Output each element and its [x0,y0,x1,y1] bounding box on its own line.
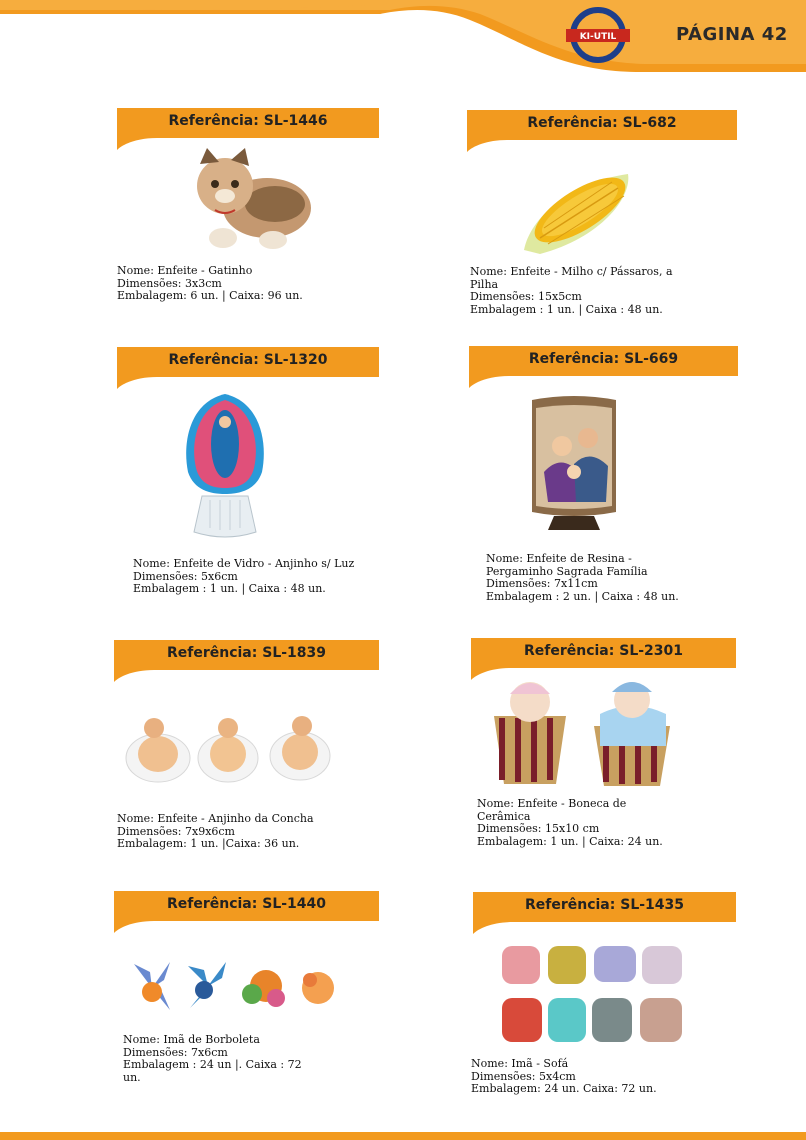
product-name: Nome: Enfeite - Gatinho [117,264,253,277]
product-packaging: Embalagem: 6 un. | Caixa: 96 un. [117,289,303,302]
company-logo [564,6,632,64]
product-name: Nome: Enfeite - Milho c/ Pássaros, a Pilha [470,265,673,291]
reference-label: Referência: SL-1446 [168,113,328,129]
reference-banner [473,892,736,934]
reference-label: Referência: SL-1435 [524,897,685,913]
ceramic-doll-image [488,674,678,788]
product-dimensions: Dimensões: 5x4cm [471,1069,576,1083]
reference-banner [117,108,379,150]
holy-family-scroll-image [530,394,618,538]
reference-label: Referência: SL-1440 [166,896,327,912]
reference-banner [467,110,737,152]
glass-angel-ornament-image [180,392,270,542]
product-name: Nome: Enfeite - Anjinho da Concha [117,812,314,825]
reference-label: Referência: SL-669 [528,351,679,367]
product-name: Nome: Enfeite de Resina - Pergaminho Sagrada Família [486,552,648,578]
product-packaging: Embalagem: 24 un. Caixa: 72 un. [471,1082,657,1095]
kitten-figurine-image [185,146,320,254]
product-name: Nome: Imã - Sofá [471,1057,569,1070]
product-packaging: Embalagem : 24 un |. Caixa : 72 un. [123,1058,302,1084]
product-dimensions: Dimensões: 3x3cm [117,276,222,290]
butterfly-magnets-image [130,958,338,1018]
shell-angel-figurines-image [124,708,334,788]
product-dimensions: Dimensões: 7x9x6cm [117,824,235,838]
product-name: Nome: Imã de Borboleta [123,1033,260,1046]
product-description [117,813,357,851]
product-packaging: Embalagem : 1 un. | Caixa : 48 un. [470,302,663,316]
sofa-magnets-image [498,940,688,1052]
product-dimensions: Dimensões: 7x11cm [486,577,598,590]
product-dimensions: Dimensões: 7x6cm [123,1045,228,1059]
reference-label: Referência: SL-1839 [166,645,327,661]
product-dimensions: Dimensões: 5x6cm [133,569,238,583]
product-packaging: Embalagem : 1 un. | Caixa : 48 un. [133,582,326,595]
reference-label: Referência: SL-2301 [523,643,684,659]
reference-banner [117,347,379,389]
logo-text: KI-UTIL [579,32,617,42]
corn-ornament-image [520,168,635,258]
page-number: PÁGINA 42 [676,24,788,45]
product-dimensions: Dimensões: 15x10 cm [477,822,600,835]
reference-banner [114,891,379,933]
product-description [471,1058,711,1096]
product-description [477,797,663,848]
footer-bar [0,1132,806,1140]
product-description [486,553,686,603]
product-name: Nome: Enfeite - Boneca de Cerâmica [477,797,627,823]
product-description [123,1034,308,1084]
product-packaging: Embalagem: 1 un. | Caixa: 24 un. [477,834,663,848]
reference-banner [114,640,379,682]
product-description [470,266,685,316]
reference-label: Referência: SL-1320 [168,352,328,368]
product-description [117,265,357,303]
product-packaging: Embalagem : 2 un. | Caixa : 48 un. [486,589,679,603]
reference-label: Referência: SL-682 [527,115,677,131]
reference-banner [469,346,738,388]
product-description [133,558,373,596]
product-packaging: Embalagem: 1 un. |Caixa: 36 un. [117,837,300,850]
product-dimensions: Dimensões: 15x5cm [470,290,582,303]
product-name: Nome: Enfeite de Vidro - Anjinho s/ Luz [133,557,355,570]
